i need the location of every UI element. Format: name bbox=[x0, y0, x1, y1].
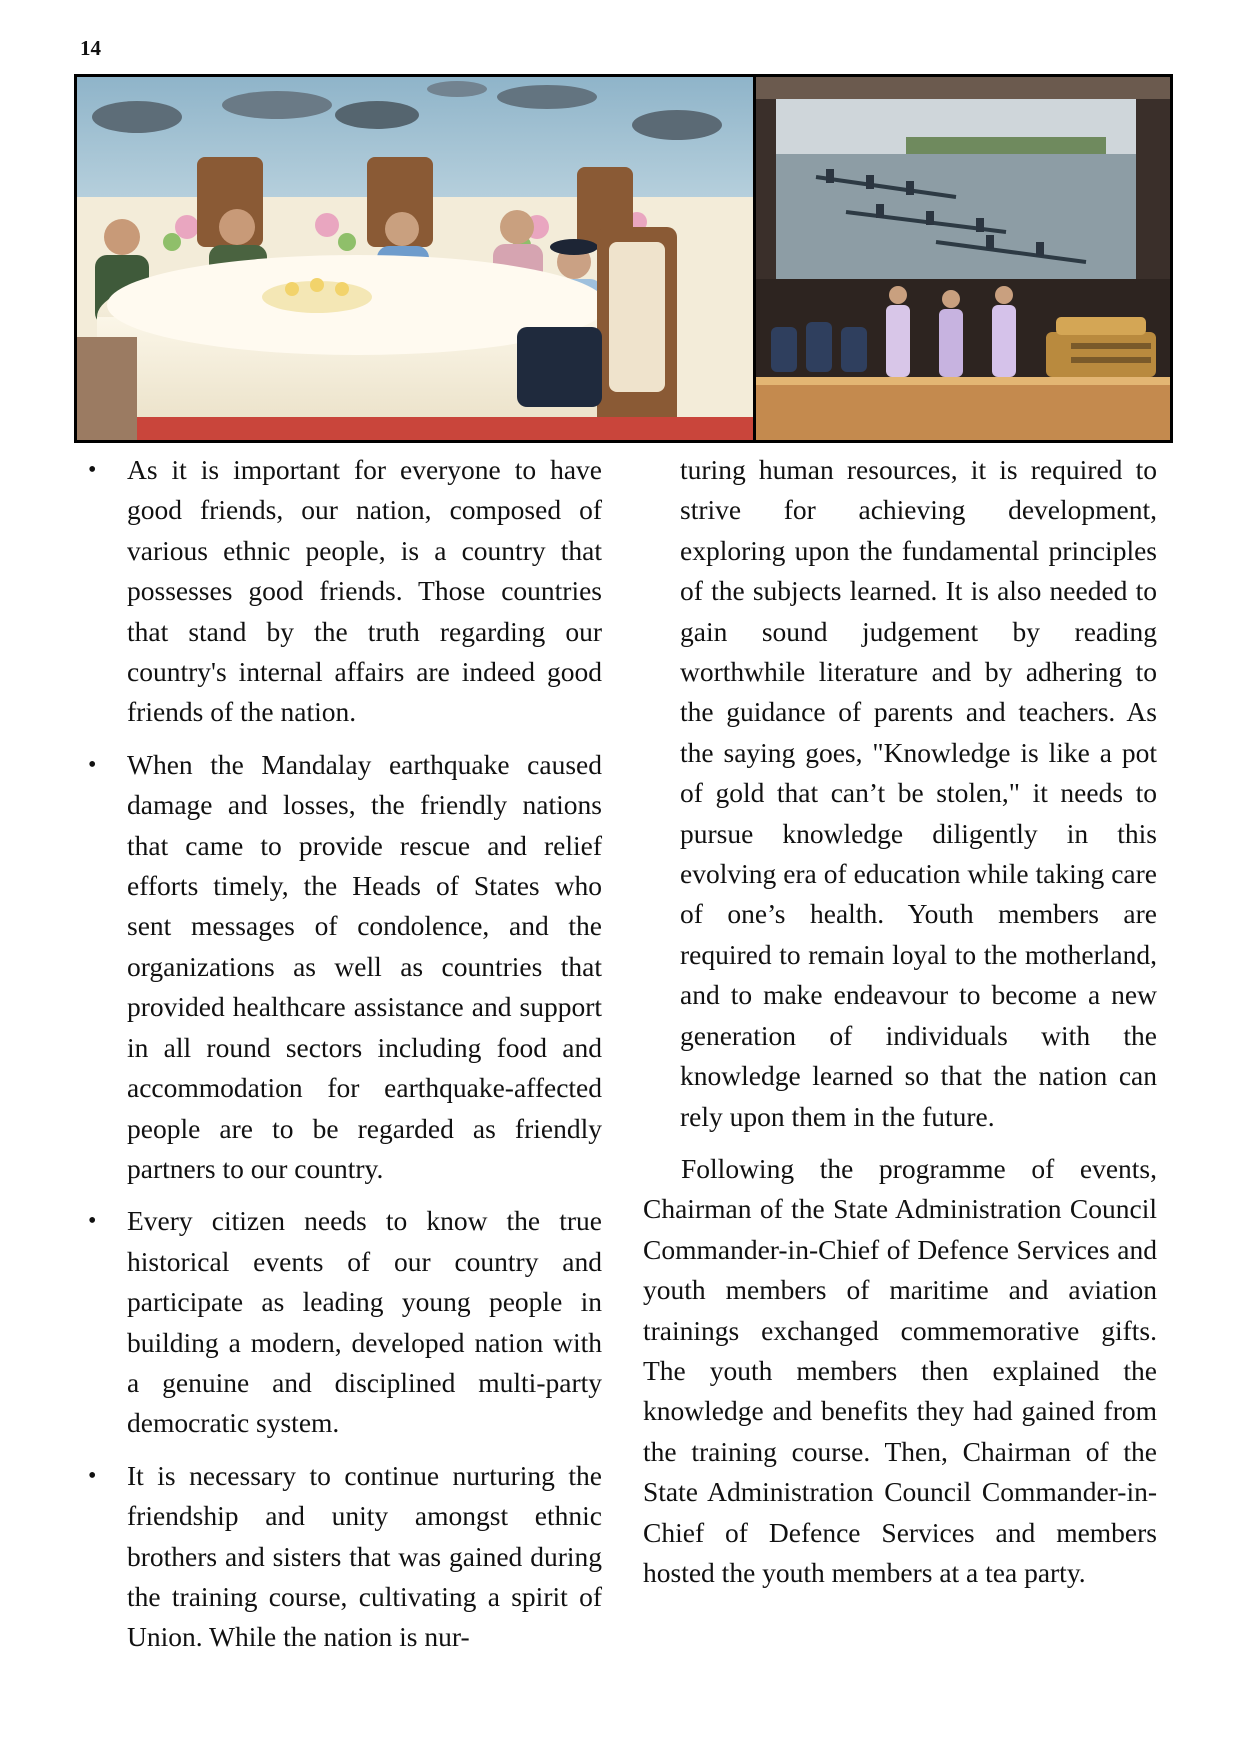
bullet-item: • It is necessary to continue nurturing the friendship and unity amongst ethnic brothers and sisters that was gained during the training course, cultivating a spirit of Union. While the nation is nur- bbox=[88, 1456, 602, 1658]
bullet-item: • When the Mandalay earthquake caused damage and losses, the friendly nations that came to provide rescue and relief efforts timely, the Heads of States who sent messages of condolence, and the organizations as well as countries that provided healthcare assistance and support in all round sectors including food and accommodation for earthquake-affected people are to be regarded as friendly partners to our country. bbox=[88, 745, 602, 1189]
photo-stage-performance-image bbox=[756, 77, 1170, 440]
photo-strip bbox=[74, 74, 1173, 443]
bullet-list bbox=[88, 450, 602, 1658]
body-paragraph: Following the programme of events, Chairman of the State Administration Council Commander-in-Chief of Defence Services and youth members of maritime and aviation trainings exchanged commemorative gifts. The youth members then explained the knowledge and benefits they had gained from the training course. Then, Chairman of the State Administration Council Commander-in-Chief of Defence Services and members hosted the youth members at a tea party. bbox=[643, 1152, 1157, 1588]
photo-stage-performance bbox=[756, 77, 1170, 440]
right-column bbox=[643, 450, 1157, 1605]
bullet-item: • Every citizen needs to know the true historical events of our country and participate as leading young people in building a modern, developed nation with a genuine and disciplined multi-party democratic system. bbox=[88, 1201, 602, 1443]
photo-dinner-reception-image bbox=[77, 77, 753, 440]
page-number: 14 bbox=[80, 36, 101, 60]
bullet-item: • As it is important for everyone to have good friends, our nation, composed of various ethnic people, is a country that possesses good friends. Those countries that stand by the truth regarding our country's internal affairs are indeed good friends of the nation. bbox=[88, 450, 602, 733]
photo-dinner-reception bbox=[77, 77, 753, 440]
left-column bbox=[88, 450, 602, 1670]
continued-bullet-text: turing human resources, it is required to strive for achieving development, exploring upon the fundamental principles of the subjects learned. It is also needed to gain sound judgement by reading worthwhile literature and by adhering to the guidance of parents and teachers. As the saying goes, "Knowledge is like a pot of gold that can’t be stolen," it needs to pursue knowledge diligently in this evolving era of education while taking care of one’s health. Youth members are required to remain loyal to the motherland, and to make endeavour to become a new generation of individuals with the knowledge learned so that the nation can rely upon them in the future. bbox=[680, 454, 1157, 1132]
